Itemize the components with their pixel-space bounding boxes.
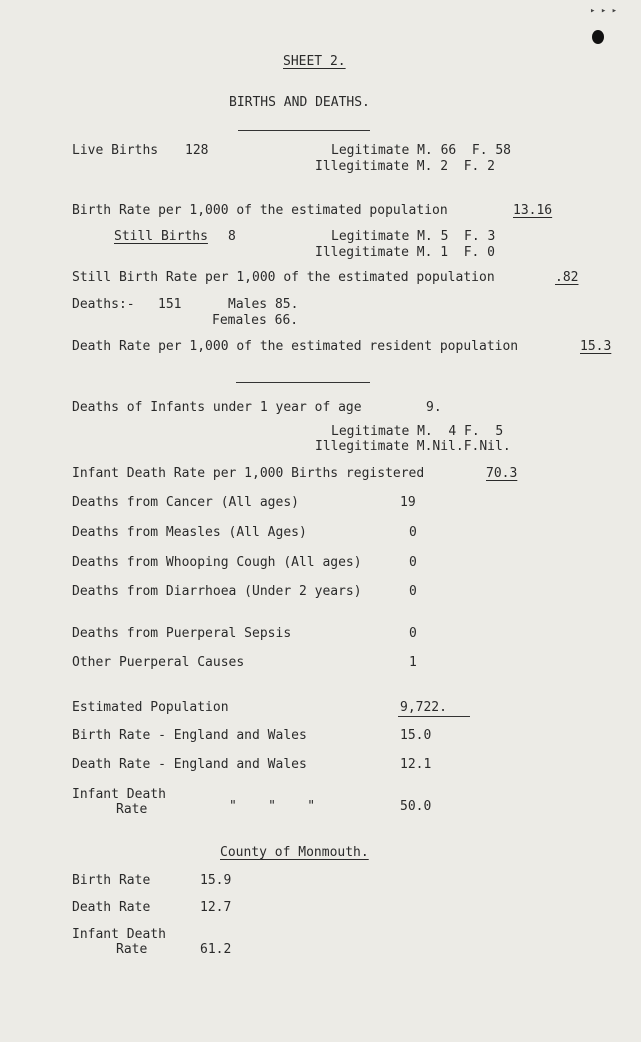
title-divider bbox=[238, 130, 370, 131]
infant-deaths-illegitimate: Illegitimate M.Nil.F.Nil. bbox=[315, 439, 511, 454]
county-death-rate-value: 12.7 bbox=[200, 900, 232, 915]
deaths-total: 151 bbox=[158, 297, 182, 312]
cause-label: Deaths from Diarrhoea (Under 2 years) bbox=[72, 584, 362, 599]
live-births-illegitimate: Illegitimate M. 2 F. 2 bbox=[315, 159, 496, 174]
ink-dot bbox=[592, 30, 604, 44]
ew-death-rate-value: 12.1 bbox=[400, 757, 432, 772]
cause-label: Other Puerperal Causes bbox=[72, 655, 245, 670]
county-birth-rate-value: 15.9 bbox=[200, 873, 232, 888]
section-divider bbox=[236, 382, 370, 383]
deaths-males: Males 85. bbox=[228, 297, 299, 312]
death-rate-value: 15.3 bbox=[580, 339, 612, 354]
deaths-females: Females 66. bbox=[212, 313, 299, 328]
cause-label: Deaths from Puerperal Sepsis bbox=[72, 626, 292, 641]
ew-infant-value: 50.0 bbox=[400, 799, 432, 814]
county-death-rate-label: Death Rate bbox=[72, 900, 151, 915]
county-birth-rate-label: Birth Rate bbox=[72, 873, 151, 888]
county-infant-value: 61.2 bbox=[200, 942, 232, 957]
ew-death-rate-label: Death Rate - England and Wales bbox=[72, 757, 307, 772]
death-rate-text: Death Rate per 1,000 of the estimated resident population bbox=[72, 339, 519, 354]
page-title: BIRTHS AND DEATHS. bbox=[229, 95, 370, 110]
infant-deaths-legitimate: Legitimate M. 4 F. 5 bbox=[331, 424, 504, 439]
ew-infant-label-line1: Infant Death bbox=[72, 787, 166, 802]
cause-value: 19 bbox=[400, 495, 416, 510]
county-infant-label-line2: Rate bbox=[116, 942, 148, 957]
birth-rate-text: Birth Rate per 1,000 of the estimated population bbox=[72, 203, 448, 218]
sheet-number: SHEET 2. bbox=[283, 54, 346, 69]
cause-value: 0 bbox=[409, 525, 417, 540]
cause-value: 0 bbox=[409, 584, 417, 599]
still-births-legitimate: Legitimate M. 5 F. 3 bbox=[331, 229, 496, 244]
infant-deaths-label: Deaths of Infants under 1 year of age bbox=[72, 400, 362, 415]
cause-value: 0 bbox=[409, 555, 417, 570]
still-births-label: Still Births bbox=[114, 229, 208, 244]
infant-death-rate-value: 70.3 bbox=[486, 466, 518, 481]
ew-birth-rate-label: Birth Rate - England and Wales bbox=[72, 728, 307, 743]
still-births-illegitimate: Illegitimate M. 1 F. 0 bbox=[315, 245, 496, 260]
ew-infant-label-line2: Rate bbox=[116, 802, 148, 817]
live-births-total: 128 bbox=[185, 143, 209, 158]
estimated-population-value: 9,722. bbox=[400, 700, 447, 715]
still-birth-rate-text: Still Birth Rate per 1,000 of the estimated population bbox=[72, 270, 495, 285]
cause-value: 1 bbox=[409, 655, 417, 670]
infant-deaths-total: 9. bbox=[426, 400, 442, 415]
live-births-legitimate: Legitimate M. 66 F. 58 bbox=[331, 143, 512, 158]
cause-value: 0 bbox=[409, 626, 417, 641]
cause-label: Deaths from Whooping Cough (All ages) bbox=[72, 555, 362, 570]
cause-label: Deaths from Cancer (All ages) bbox=[72, 495, 299, 510]
still-births-total: 8 bbox=[228, 229, 236, 244]
ew-birth-rate-value: 15.0 bbox=[400, 728, 432, 743]
deaths-label: Deaths:- bbox=[72, 297, 135, 312]
cause-label: Deaths from Measles (All Ages) bbox=[72, 525, 307, 540]
county-title: County of Monmouth. bbox=[220, 845, 369, 860]
birth-rate-value: 13.16 bbox=[513, 203, 553, 218]
still-birth-rate-value: .82 bbox=[555, 270, 579, 285]
live-births-label: Live Births bbox=[72, 143, 159, 158]
estimated-population-label: Estimated Population bbox=[72, 700, 229, 715]
corner-marks: ▸ ▸ ▸ bbox=[590, 6, 618, 16]
infant-death-rate-text: Infant Death Rate per 1,000 Births registered bbox=[72, 466, 425, 481]
ditto-marks: " " " bbox=[229, 799, 316, 814]
county-infant-label-line1: Infant Death bbox=[72, 927, 166, 942]
population-underline bbox=[398, 716, 470, 717]
